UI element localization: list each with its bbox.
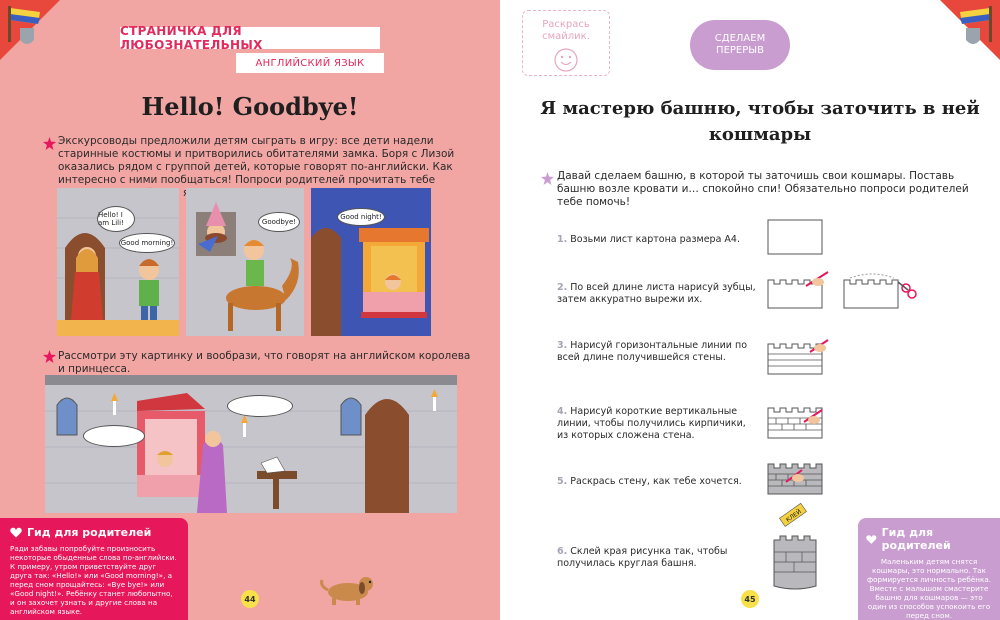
star-icon <box>43 350 56 363</box>
coloring-prompt: Раскрась смайлик. <box>542 19 590 42</box>
empty-speech-bubble <box>227 395 293 417</box>
step-1: 1. Возьми лист картона размера А4. <box>557 234 740 245</box>
guide-title: Гид для родителей <box>27 526 152 539</box>
parent-guide-box <box>858 518 1000 620</box>
step-3: 3. Нарисуй горизонтальные линии по всей длине получившейся стены. <box>557 340 748 363</box>
subject-ribbon: АНГЛИЙСКИЙ ЯЗЫК <box>236 53 384 73</box>
corner-flag-icon <box>940 0 1000 60</box>
heart-icon <box>10 527 22 538</box>
scissors-cut-icon <box>842 268 918 312</box>
colored-wall-icon <box>766 456 830 496</box>
speech-bubble: Good night! <box>337 208 385 226</box>
craft-intro: Давай сделаем башню, в которой ты заточишь свои кошмары. Поставь башню возле кровати и… спокойно спи! Обязательно попроси родителей тебе помочь! <box>557 170 969 208</box>
speech-bubble: Good morning! <box>119 233 175 253</box>
task-text: Рассмотри эту картинку и вообрази, что говорят на английском королева и принцесса. <box>58 350 471 375</box>
step-6: 6. Склей края рисунка так, чтобы получилась круглая башня. <box>557 546 728 569</box>
break-badge: СДЕЛАЕМ ПЕРЕРЫВ <box>690 20 790 70</box>
page-title: Hello! Goodbye! <box>141 92 359 121</box>
speech-bubble: Goodbye! <box>258 212 300 232</box>
empty-speech-bubble <box>83 425 145 447</box>
speech-bubble: Hello! I am Lili! <box>97 206 135 232</box>
page-number: 44 <box>241 590 259 608</box>
craft-title: Я мастерю башню, чтобы заточить в ней кошмары <box>540 98 980 145</box>
glue-label: КЛЕЙ <box>784 508 803 524</box>
star-icon <box>541 172 554 185</box>
star-icon <box>43 137 56 150</box>
step-4: 4. Нарисуй короткие вертикальные линии, чтобы получились кирпичики, из которых сложена стена. <box>557 406 746 441</box>
cardboard-sheet-icon <box>766 218 824 256</box>
intro-text: Экскурсоводы предложили детям сыграть в игру: все дети надели старинные костюмы и притворились обитателями замка. Боря с Лизой оказались рядом с группой детей, которые говорят по-английски. Как интересно с ними пообщаться! Попроси родителей прочитать тебе <box>58 135 455 186</box>
bricks-icon <box>766 400 830 440</box>
dog-icon <box>318 572 378 606</box>
scene-hello <box>57 188 179 336</box>
step-5: 5. Раскрась стену, как тебе хочется. <box>557 476 742 487</box>
parent-guide-box <box>0 518 188 620</box>
heart-icon <box>866 534 877 545</box>
section-ribbon: СТРАНИЧКА ДЛЯ ЛЮБОЗНАТЕЛЬНЫХ <box>120 27 380 49</box>
guide-title: Гид для родителей <box>881 526 951 552</box>
page-number: 45 <box>741 590 759 608</box>
cut-battlements-icon <box>766 268 830 312</box>
guide-text: Маленьким детям снятся кошмары, это нормально. Так формируется личность ребёнка. Вместе с малышом смастерите башню для кошмаров — это один из способов успокоить его перед сном. <box>866 557 992 620</box>
round-tower-icon <box>766 500 836 590</box>
scene-good-night <box>311 188 431 336</box>
guide-text: Ради забавы попробуйте произносить некоторые обыденные слова по-английски. К примеру, утром приветствуйте друг друга так: «Hello!» или «Good morning!», а перед сном прощайтесь: «Bye bye!» или «Good night!». Ребёнку станет любопытно, и он захочет узнать и другие слова на английском языке. <box>10 544 177 616</box>
castle-scene <box>45 375 457 513</box>
smiley-icon[interactable] <box>553 47 579 73</box>
horizontal-lines-icon <box>766 336 830 376</box>
coloring-prompt-box <box>522 10 610 76</box>
scene-goodbye <box>186 188 304 336</box>
corner-flag-icon <box>0 0 60 60</box>
step-2: 2. По всей длине листа нарисуй зубцы, затем аккуратно вырежи их. <box>557 282 756 305</box>
